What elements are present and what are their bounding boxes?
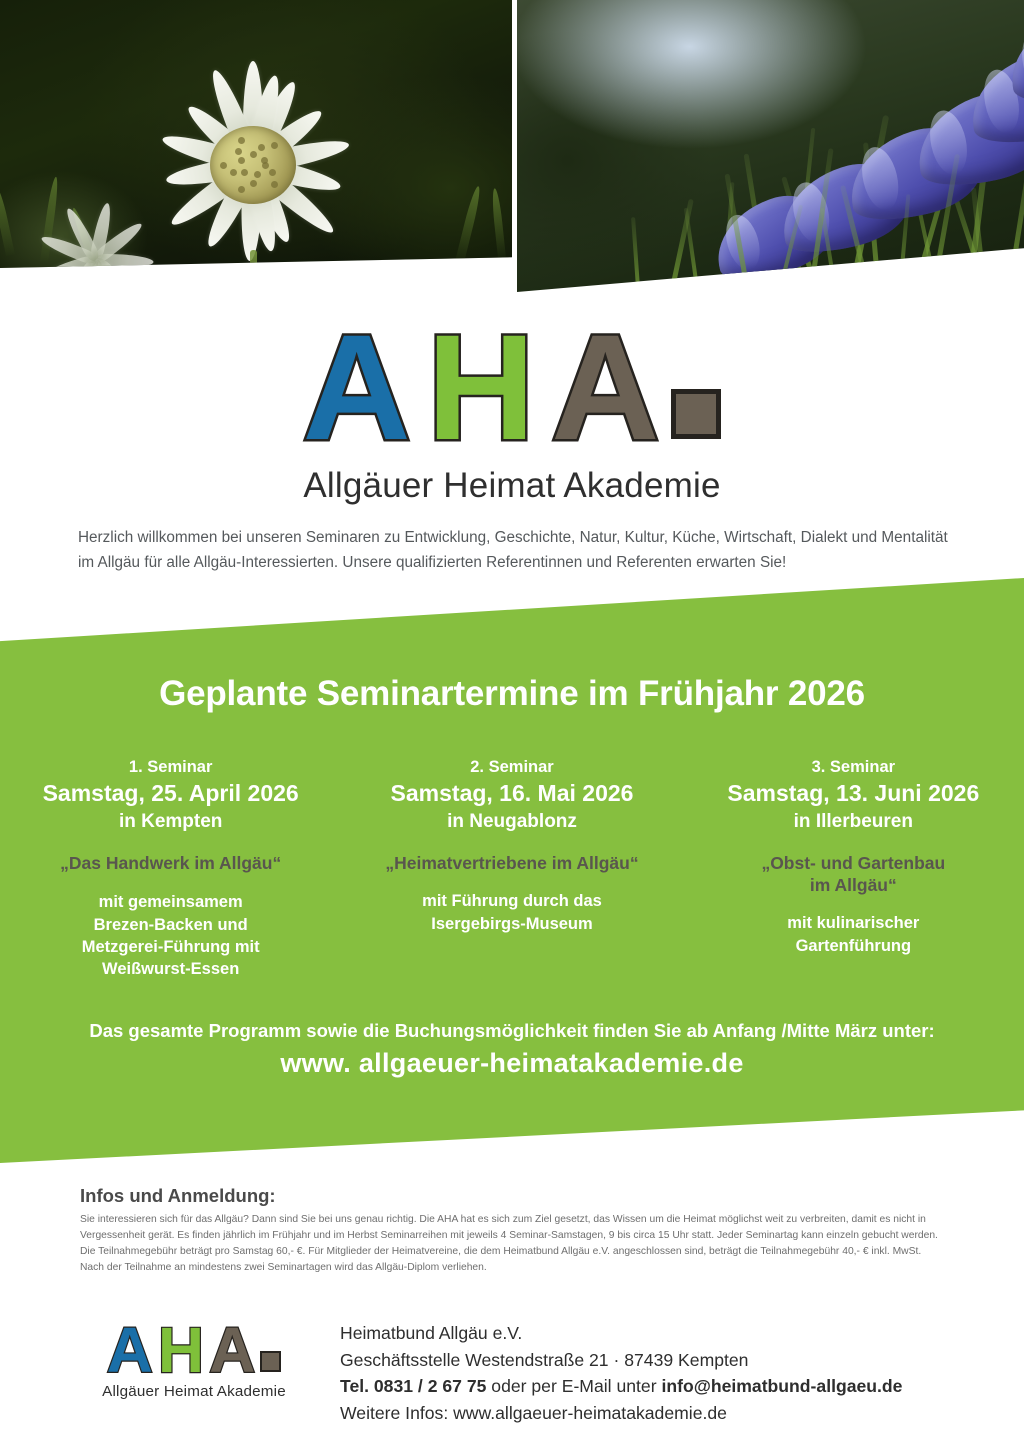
footer-phone: Tel. 0831 / 2 67 75: [340, 1376, 487, 1397]
footer-logo-wordmark: [106, 1314, 282, 1386]
footer-contact-block: [340, 1320, 970, 1427]
infos-paragraph: Sie interessieren sich für das Allgäu? Dann sind Sie bei uns genau richtig. Die AHA hat es sich zum Ziel gesetzt, das Wissen um die Heimat möglichst weit zu verbreiten, damit es nicht in Vergessenheit gerät. Es finden jährlich im Frühjahr und im Herbst Seminarreihen mit jeweils 4 Seminar-Samstagen, 9 bis circa 15 Uhr statt. Jeder Seminartag kann einzeln gebucht werden. Die Teilnahmegebühr beträgt pro Samstag 60,- €. Für Mitglieder der Heimatvereine, die dem Heimatbund Allgäu e.V. angeschlossen sind, beträgt die Teilnahmegebühr 40,- € inkl. MwSt. Nach der Teilnahme an mindestens zwei Seminartagen wird das Allgäu-Diplom verliehen.: [80, 1214, 938, 1274]
seminar-topic: „Heimatvertriebene im Allgäu“: [385, 853, 639, 874]
header-logo: [0, 303, 1024, 506]
footer-more-info[interactable]: Weitere Infos: www.allgaeuer-heimatakademie.de: [340, 1403, 727, 1424]
footer-phone-line: [340, 1373, 970, 1400]
seminar-column: [683, 756, 1024, 980]
edelweiss-photo: [0, 0, 512, 268]
gentian-artwork: [517, 0, 1024, 292]
footer-organisation: Heimatbund Allgäu e.V.: [340, 1323, 523, 1343]
seminar-number: 3. Seminar: [811, 758, 896, 776]
logo-subtitle: Allgäuer Heimat Akademie: [303, 466, 721, 505]
logo-letter-a1: A: [302, 303, 411, 471]
program-website-url[interactable]: www. allgaeuer-heimatakademie.de: [280, 1048, 744, 1078]
seminar-place: in Kempten: [118, 810, 223, 832]
seminar-column: [0, 756, 341, 980]
footer-phone-connector: oder per E-Mail unter: [486, 1376, 662, 1397]
infos-heading: Infos und Anmeldung:: [80, 1185, 276, 1206]
photo-band: [0, 0, 1024, 300]
footer-email[interactable]: info@heimatbund-allgaeu.de: [661, 1376, 903, 1397]
green-band-content: [0, 578, 1024, 1163]
logo-letter-a2: A: [551, 303, 660, 471]
seminar-topic: „Obst- und Gartenbau im Allgäu“: [761, 853, 946, 896]
seminar-date: Samstag, 25. April 2026: [42, 780, 299, 807]
footer-logo-subtitle: Allgäuer Heimat Akademie: [102, 1383, 286, 1400]
logo-wordmark: [302, 303, 722, 471]
gentian-photo: [517, 0, 1024, 292]
footer-address: Geschäftsstelle Westendstraße 21 · 87439 Kempten: [340, 1349, 749, 1370]
seminar-place: in Neugablonz: [447, 810, 577, 832]
footer-logo-letter-h: H: [157, 1314, 205, 1386]
seminar-topic: „Das Handwerk im Allgäu“: [60, 853, 282, 874]
seminar-date: Samstag, 13. Juni 2026: [727, 780, 980, 807]
footer-logo-letter-a1: A: [106, 1314, 153, 1386]
footer-logo-letter-a2: A: [209, 1314, 256, 1386]
seminar-extra: mit Führung durch das Isergebirgs-Museum: [422, 892, 602, 933]
seminar-number: 1. Seminar: [128, 758, 213, 776]
seminar-column: [341, 756, 682, 980]
seminar-extra: mit kulinarischer Gartenführung: [787, 914, 920, 955]
seminar-extra: mit gemeinsamem Brezen-Backen und Metzgerei-Führung mit Weißwurst-Essen: [81, 893, 260, 978]
intro-paragraph: Herzlich willkommen bei unseren Seminaren zu Entwicklung, Geschichte, Natur, Kultur, Küche, Wirtschaft, Dialekt und Mentalität im Allgäu für alle Allgäu-Interessierten. Unsere qualifizierten Referentinnen und Referenten erwarten Sie!: [78, 529, 948, 571]
band-title: Geplante Seminartermine im Frühjahr 2026: [159, 674, 865, 713]
seminar-date: Samstag, 16. Mai 2026: [390, 780, 634, 807]
logo-dot-square: [671, 389, 721, 439]
seminar-columns: [0, 756, 1024, 980]
edelweiss-artwork: [0, 0, 512, 268]
footer-logo-dot-square: [260, 1351, 281, 1372]
logo-letter-h: H: [426, 303, 536, 471]
seminar-place: in Illerbeuren: [793, 810, 913, 832]
footer-logo: [78, 1314, 310, 1400]
seminar-number: 2. Seminar: [470, 758, 554, 776]
program-cta-text: Das gesamte Programm sowie die Buchungsmöglichkeit finden Sie ab Anfang /Mitte März unter:: [89, 1020, 935, 1041]
